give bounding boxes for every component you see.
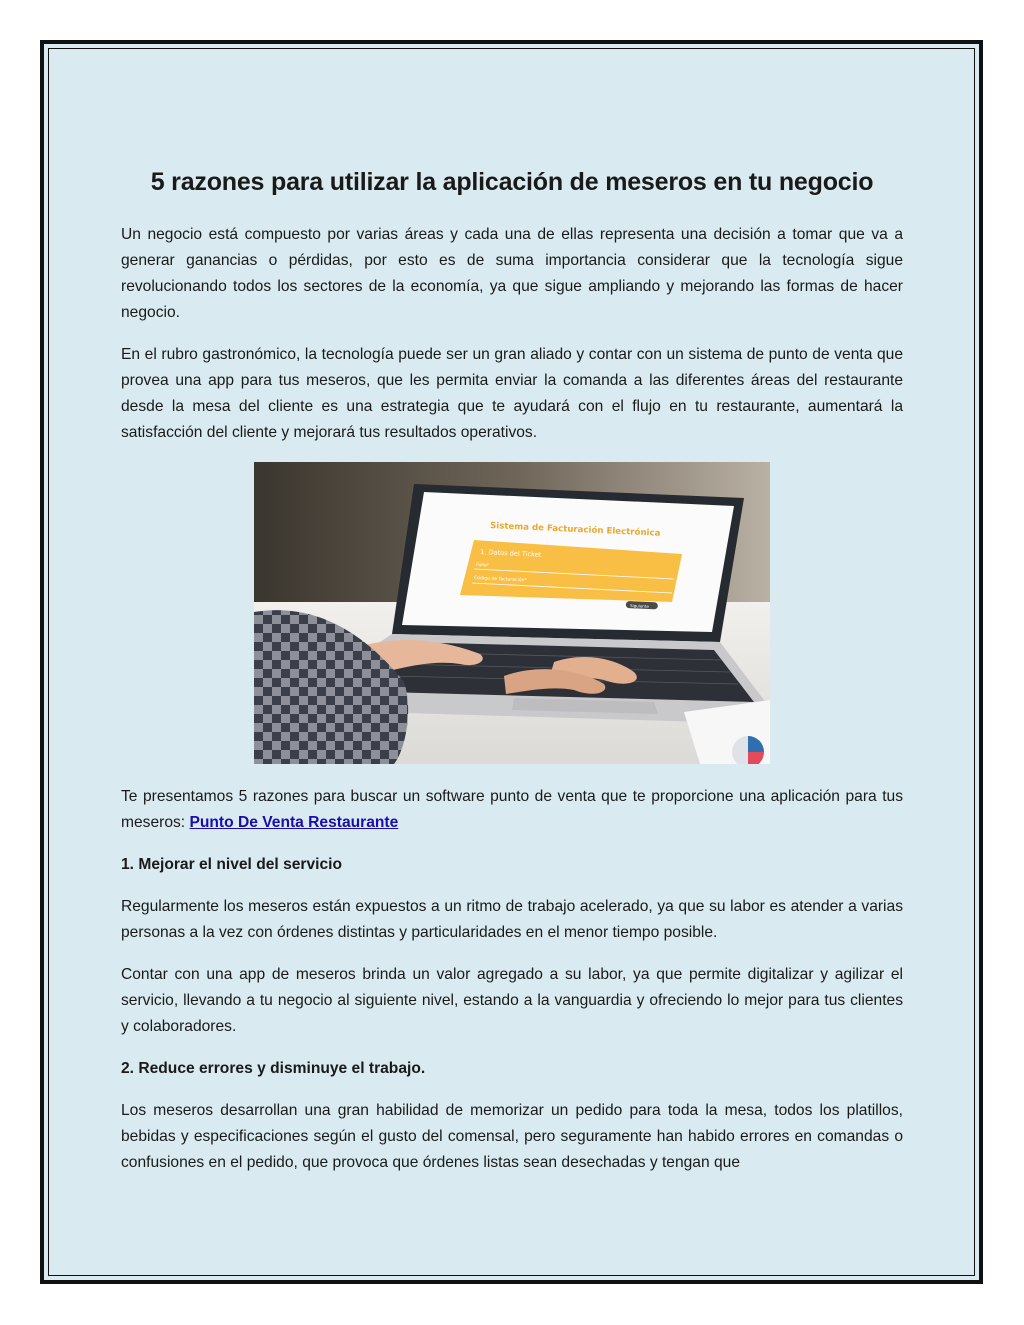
laptop-photo-illustration	[254, 462, 770, 764]
screen-field-1: Folio*	[475, 563, 490, 569]
article-title: 5 razones para utilizar la aplicación de meseros en tu negocio	[150, 168, 874, 196]
screen-field-2: Código de facturación*	[473, 576, 527, 584]
section-2-heading: 2. Reduce errores y disminuye el trabajo.	[121, 1060, 426, 1077]
punto-de-venta-link[interactable]: Punto De Venta Restaurante	[189, 814, 399, 831]
reasons-intro	[121, 784, 903, 836]
article-content	[121, 162, 903, 1192]
screen-title: Sistema de Facturación Electrónica	[489, 521, 661, 539]
section-2-paragraph-1: Los meseros desarrollan una gran habilidad de memorizar un pedido para toda la mesa, todos los platillos, bebidas y especificaciones según el gusto del comensal, pero seguramente han habido errores en comandas o confusiones en el pedido, que provoca que órdenes listas sean desechadas y tengan que	[121, 1102, 903, 1171]
intro-paragraph-1: Un negocio está compuesto por varias áreas y cada una de ellas representa una decisión a tomar que va a generar ganancias o pérdidas, por esto es de suma importancia considerar que la tecnología sigue revolucionando todos los sectores de la economía, ya que sigue ampliando y mejorando las formas de hacer negocio.	[121, 226, 903, 321]
laptop-photo	[254, 462, 770, 764]
intro-paragraph-2: En el rubro gastronómico, la tecnología puede ser un gran aliado y contar con un sistema de punto de venta que provea una app para tus meseros, que les permita enviar la comanda a las diferentes áreas del restaurante desde la mesa del cliente es una estrategia que te ayudará con el flujo en tu restaurante, aumentará la satisfacción del cliente y mejorará tus resultados operativos.	[121, 346, 903, 441]
section-1-paragraph-2: Contar con una app de meseros brinda un valor agregado a su labor, ya que permite digitalizar y agilizar el servicio, llevando a tu negocio al siguiente nivel, estando a la vanguardia y ofreciendo lo mejor para tus clientes y colaboradores.	[121, 966, 903, 1035]
section-1-paragraph-1: Regularmente los meseros están expuestos a un ritmo de trabajo acelerado, ya que su labor es atender a varias personas a la vez con órdenes distintas y particularidades en el menor tiempo posible.	[121, 898, 903, 941]
screen-form-heading: 1. Datos del Ticket	[479, 548, 542, 559]
section-1-heading: 1. Mejorar el nivel del servicio	[121, 856, 343, 873]
screen-next-button: Siguiente	[629, 603, 650, 609]
reasons-intro-text: Te presentamos 5 razones para buscar un software punto de venta que te proporcione una aplicación para tus meseros:	[121, 788, 903, 831]
